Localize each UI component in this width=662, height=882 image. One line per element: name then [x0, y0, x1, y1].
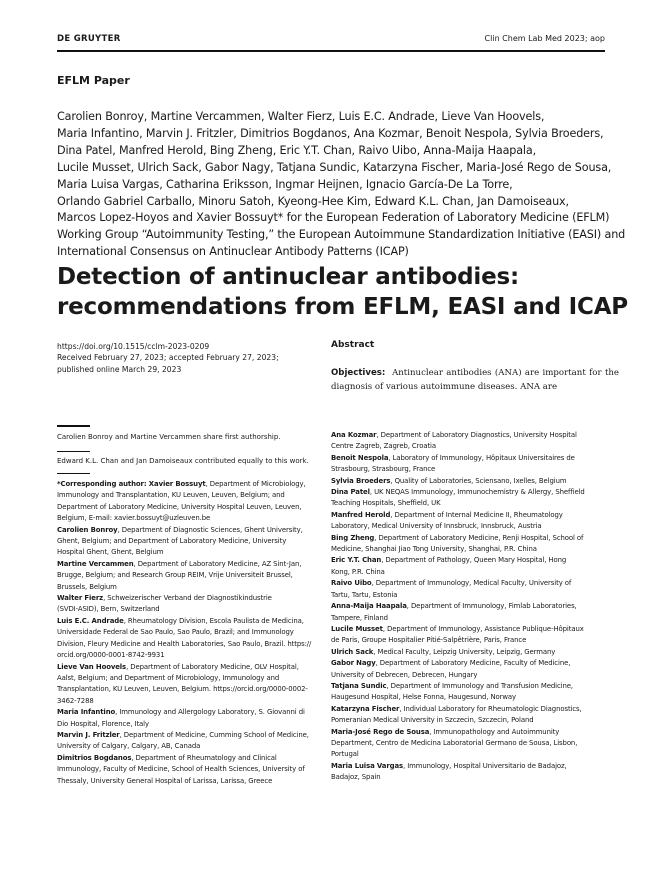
affiliation-line	[331, 487, 597, 498]
affiliation-line	[57, 719, 323, 730]
title-line: recommendations from EFLM, EASI and ICAP	[57, 294, 628, 320]
affiliation-line	[331, 464, 597, 475]
affiliation-text: Dio Hospital, Florence, Italy	[57, 719, 149, 728]
affiliation-line	[331, 624, 597, 635]
affiliation-line	[331, 544, 597, 555]
affiliation-author-name: Lucile Musset	[331, 624, 383, 633]
affiliation-line	[57, 513, 323, 524]
affiliation-text: , Individual Laboratory for Rheumatologic Diagnostics,	[399, 704, 582, 713]
affiliation-line	[331, 430, 597, 441]
affiliation-line	[331, 738, 597, 749]
affiliation-line	[331, 692, 597, 703]
affiliation-entry	[331, 453, 597, 476]
footnote-divider	[57, 473, 90, 474]
affiliation-text: , Department of Medicine, Cumming School of Medicine,	[119, 730, 309, 739]
affiliation-line	[57, 479, 323, 490]
affiliation-entry	[57, 593, 323, 616]
affiliation-text: , Department of Laboratory Medicine, OLV Hospital,	[126, 662, 299, 671]
affiliations-right-column	[331, 430, 597, 784]
affiliation-text: University of Calgary, Calgary, AB, Canada	[57, 742, 201, 751]
journal-reference: Clin Chem Lab Med 2023; aop	[484, 34, 605, 43]
abstract-line: Antinuclear antibodies (ANA) are important for	[392, 368, 602, 378]
affiliation-text: Badajoz, Spain	[331, 773, 381, 782]
affiliation-line	[57, 570, 323, 581]
affiliation-text: Transplantation, KU Leuven, Leuven, Belgium. https://orcid.org/0000-0002-	[57, 685, 308, 694]
affiliation-line	[331, 578, 597, 589]
doi-link[interactable]: https://doi.org/10.1515/cclm-2023-0209	[57, 342, 210, 351]
affiliations-left-column	[57, 479, 323, 787]
affiliation-line	[57, 604, 323, 615]
affiliation-line	[331, 761, 597, 772]
affiliation-entry	[331, 476, 597, 487]
publisher-name: DE GRUYTER	[57, 34, 121, 44]
author-line: International Consensus on Antinuclear Antibody Patterns (ICAP)	[57, 245, 409, 259]
affiliation-text: , Department of Immunology, Assistance Publique-Hôpitaux	[382, 624, 584, 633]
affiliation-entry	[331, 761, 597, 784]
affiliation-line	[57, 547, 323, 558]
affiliation-line	[331, 772, 597, 783]
title-line: Detection of antinuclear antibodies:	[57, 264, 519, 290]
author-line: Maria Infantino, Marvin J. Fritzler, Dimitrios Bogdanos, Ana Kozmar, Benoit Nespola, Sylvia Broeders,	[57, 126, 604, 140]
affiliation-author-name: Carolien Bonroy	[57, 525, 118, 534]
affiliation-text: Laboratory, Medical University of Innsbruck, Innsbruck, Austria	[331, 522, 542, 531]
affiliation-author-name: Ana Kozmar	[331, 431, 377, 439]
affiliation-line	[57, 582, 323, 593]
affiliation-entry	[57, 525, 323, 559]
author-line: Lucile Musset, Ulrich Sack, Gabor Nagy, Tatjana Sundic, Katarzyna Fischer, Maria-José Rego de Sousa,	[57, 160, 612, 174]
affiliation-author-name: Maria Luisa Vargas	[331, 761, 404, 770]
affiliation-entry	[57, 559, 323, 593]
affiliation-text: (SVDI-ASID), Bern, Switzerland	[57, 605, 160, 614]
affiliation-entry	[331, 533, 597, 556]
affiliation-text: Centre Zagreb, Zagreb, Croatia	[331, 442, 436, 451]
affiliation-text: 3462-7288	[57, 696, 94, 705]
affiliation-text: , Department of Laboratory Medicine, Faculty of Medicine,	[375, 659, 571, 668]
affiliation-text: Teaching Hospitals, Sheffield, UK	[331, 499, 441, 508]
affiliation-line	[331, 441, 597, 452]
affiliation-line	[331, 533, 597, 544]
affiliation-entry	[57, 730, 323, 753]
affiliation-text: Ghent, Belgium; and Department of Laboratory Medicine, University	[57, 537, 287, 546]
author-line: Maria Luisa Vargas, Catharina Eriksson, Ingmar Heijnen, Ignacio García-De La Torre,	[57, 177, 513, 191]
affiliation-line	[57, 673, 323, 684]
affiliation-text: Tartu, Tartu, Estonia	[331, 590, 398, 599]
affiliation-text: , Department of Immunology, Medical Faculty, University of	[371, 579, 572, 588]
affiliation-text: Haugesund Hospital, Helse Fonna, Haugesund, Norway	[331, 693, 516, 702]
author-line: Working Group “Autoimmunity Testing,” the European Autoimmune Standardization Initiative (EASI) and	[57, 228, 626, 242]
affiliation-line	[331, 647, 597, 658]
header-rule	[57, 50, 605, 52]
affiliation-text: Brussels, Belgium	[57, 582, 117, 591]
affiliation-text: Thessaly, University General Hospital of Larissa, Larissa, Greece	[57, 776, 273, 785]
affiliation-entry	[331, 727, 597, 761]
affiliation-entry	[331, 510, 597, 533]
affiliation-entry	[331, 704, 597, 727]
affiliation-line	[57, 741, 323, 752]
affiliation-line	[57, 536, 323, 547]
affiliation-text: , Quality of Laboratories, Sciensano, Ixelles, Belgium	[390, 476, 567, 485]
affiliation-author-name: Eric Y.T. Chan	[331, 556, 382, 565]
author-line: Orlando Gabriel Carballo, Minoru Satoh, Kyeong-Hee Kim, Edward K.L. Chan, Jan Damoiseaux,	[57, 194, 569, 208]
affiliation-text: Medicine, Shanghai Jiao Tong University, Shanghai, P.R. China	[331, 545, 537, 554]
affiliation-text: de Paris, Groupe Hospitalier Pitié-Salpêtrière, Paris, France	[331, 636, 527, 645]
affiliation-entry	[331, 601, 597, 624]
affiliation-line	[57, 559, 323, 570]
affiliation-text: , Department of Internal Medicine II, Rheumatology	[390, 510, 563, 519]
affiliation-line	[57, 684, 323, 695]
affiliation-author-name: Benoit Nespola	[331, 453, 389, 462]
affiliation-line	[57, 639, 323, 650]
affiliation-line	[331, 704, 597, 715]
affiliation-author-name: Lieve Van Hoovels	[57, 662, 127, 671]
affiliation-text: Universidade Federal de Sao Paulo, Sao Paulo, Brazil; and Immunology	[57, 628, 294, 637]
affiliation-line	[331, 555, 597, 566]
affiliation-line	[331, 498, 597, 509]
affiliation-text: , Department of Pathology, Queen Mary Hospital, Hong	[381, 556, 567, 565]
affiliation-line	[57, 707, 323, 718]
affiliation-line	[331, 727, 597, 738]
affiliation-line	[57, 696, 323, 707]
affiliation-text: Belgium, E-mail: xavier.bossuyt@uzleuven.be	[57, 514, 211, 523]
affiliation-line	[331, 658, 597, 669]
affiliation-text: Hospital Ghent, Ghent, Belgium	[57, 548, 164, 557]
affiliation-entry	[331, 647, 597, 658]
affiliation-text: University of Debrecen, Debrecen, Hungary	[331, 670, 478, 679]
affiliation-line	[57, 662, 323, 673]
affiliation-text: , Department of Immunology and Transfusion Medicine,	[386, 681, 573, 690]
affiliation-text: Immunology, Faculty of Medicine, School of Health Sciences, University of	[57, 765, 305, 774]
first-authorship-note: Carolien Bonroy and Martine Vercammen share first authorship.	[57, 433, 281, 441]
abstract-line: the diagnosis of various autoimmune diseases. ANA are	[331, 368, 620, 392]
affiliation-line	[331, 476, 597, 487]
affiliation-text: , Department of Rheumatology and Clinical	[131, 753, 277, 762]
received-date: Received February 27, 2023; accepted February 27, 2023;	[57, 353, 279, 363]
article-title	[57, 262, 628, 322]
affiliation-line	[331, 670, 597, 681]
affiliation-line	[57, 730, 323, 741]
affiliation-author-name: Maria-José Rego de Sousa	[331, 727, 430, 736]
affiliation-line	[57, 525, 323, 536]
affiliation-entry	[57, 479, 323, 525]
affiliation-entry	[57, 616, 323, 662]
affiliation-line	[57, 627, 323, 638]
affiliation-entry	[57, 662, 323, 708]
affiliation-text: , Schweizerischer Verband der Diagnostikindustrie	[103, 594, 272, 603]
affiliation-text: Aalst, Belgium; and Department of Microbiology, Immunology and	[57, 673, 280, 682]
affiliation-entry	[331, 578, 597, 601]
affiliation-text: , Rheumatology Division, Escola Paulista de Medicina,	[123, 616, 304, 625]
affiliation-author-name: Sylvia Broeders	[331, 476, 391, 485]
affiliation-author-name: Walter Fierz	[57, 594, 104, 603]
affiliation-line	[331, 635, 597, 646]
affiliation-author-name: Raivo Uibo	[331, 579, 372, 588]
affiliation-author-name: Gabor Nagy	[331, 659, 376, 668]
affiliation-author-name: Katarzyna Fischer	[331, 704, 400, 713]
affiliation-author-name: Anna-Maija Haapala	[331, 602, 407, 611]
affiliation-text: Department, Centro de Medicina Laboratorial Germano de Sousa, Lisbon,	[331, 738, 578, 747]
affiliation-author-name: Maria Infantino	[57, 708, 116, 717]
affiliation-text: , Medical Faculty, Leipzig University, Leipzig, Germany	[373, 647, 556, 656]
affiliation-line	[57, 753, 323, 764]
affiliation-line	[331, 567, 597, 578]
affiliation-text: , Immunology and Allergology Laboratory, S. Giovanni di	[115, 708, 305, 717]
article-type: EFLM Paper	[57, 74, 130, 87]
affiliation-author-name: *Corresponding author: Xavier Bossuyt	[57, 480, 206, 488]
affiliation-text: , Department of Immunology, Fimlab Laboratories,	[406, 602, 577, 611]
affiliation-text: Brugge, Belgium; and Research Group REIM, Vrije Universiteit Brussel,	[57, 571, 293, 580]
affiliation-entry	[331, 430, 597, 453]
affiliation-text: Pomeranian Medical University in Szczecin, Szczecin, Poland	[331, 716, 534, 725]
affiliation-line	[331, 749, 597, 760]
author-line: Dina Patel, Manfred Herold, Bing Zheng, Eric Y.T. Chan, Raivo Uibo, Anna-Maija Haapala,	[57, 143, 536, 157]
affiliation-author-name: Marvin J. Fritzler	[57, 730, 120, 739]
affiliation-text: Portugal	[331, 750, 359, 759]
affiliation-line	[57, 764, 323, 775]
published-date: published online March 29, 2023	[57, 364, 182, 374]
affiliation-line	[57, 616, 323, 627]
affiliation-text: Tampere, Finland	[331, 613, 388, 622]
affiliation-entry	[57, 753, 323, 787]
affiliation-entry	[331, 658, 597, 681]
affiliation-line	[331, 590, 597, 601]
affiliation-author-name: Manfred Herold	[331, 510, 391, 519]
affiliation-line	[331, 681, 597, 692]
abstract-label: Objectives:	[331, 368, 386, 378]
affiliation-entry	[331, 487, 597, 510]
affiliation-line	[57, 650, 323, 661]
affiliation-author-name: Martine Vercammen	[57, 559, 134, 568]
affiliation-text: orcid.org/0000-0001-8742-9931	[57, 651, 165, 660]
affiliation-author-name: Luis E.C. Andrade	[57, 616, 124, 625]
affiliation-text: , Department of Microbiology,	[205, 480, 306, 488]
abstract-heading: Abstract	[331, 340, 375, 350]
affiliation-line	[331, 715, 597, 726]
footnote-rule	[57, 425, 90, 427]
affiliation-line	[57, 490, 323, 501]
article-meta	[57, 341, 317, 375]
affiliation-text: , Department of Laboratory Medicine, Renji Hospital, School of	[374, 533, 584, 542]
affiliation-text: , Department of Diagnostic Sciences, Ghent University,	[117, 525, 303, 534]
affiliation-line	[57, 593, 323, 604]
affiliation-text: Division, Fleury Medicine and Health Laboratories, Sao Paulo, Brazil. https://	[57, 639, 312, 648]
author-line: Carolien Bonroy, Martine Vercammen, Walter Fierz, Luis E.C. Andrade, Lieve Van Hoovels,	[57, 110, 545, 123]
affiliation-line	[57, 776, 323, 787]
affiliation-text: , Department of Laboratory Medicine, AZ Sint-Jan,	[133, 559, 302, 568]
affiliation-text: Immunology and Transplantation, KU Leuven, Leuven, Belgium; and	[57, 491, 285, 500]
abstract-text	[331, 366, 619, 394]
affiliation-line	[57, 502, 323, 513]
affiliation-text: , Immunopathology and Autoimmunity	[429, 727, 560, 736]
affiliation-author-name: Tatjana Sundic	[331, 681, 387, 690]
affiliation-line	[331, 521, 597, 532]
affiliation-line	[331, 601, 597, 612]
running-header	[57, 34, 605, 50]
affiliation-line	[331, 613, 597, 624]
author-line: Marcos Lopez-Hoyos and Xavier Bossuyt* for the European Federation of Laboratory Medicine (EFLM)	[57, 211, 610, 225]
affiliation-text: Department of Laboratory Medicine, University Hospital Leuven, Leuven,	[57, 502, 302, 511]
equal-contribution-note: Edward K.L. Chan and Jan Damoiseaux contributed equally to this work.	[57, 457, 309, 465]
affiliation-line	[331, 453, 597, 464]
affiliation-entry	[331, 624, 597, 647]
affiliation-line	[331, 510, 597, 521]
affiliation-text: , Laboratory of Immunology, Hôpitaux Universitaires de	[388, 453, 575, 462]
affiliation-text: Kong, P.R. China	[331, 567, 385, 576]
affiliation-entry	[331, 681, 597, 704]
affiliation-author-name: Dimitrios Bogdanos	[57, 753, 132, 762]
affiliation-author-name: Ulrich Sack	[331, 647, 374, 656]
footnote-divider	[57, 451, 90, 452]
affiliation-text: Strasbourg, Strasbourg, France	[331, 465, 436, 474]
affiliation-text: , Department of Laboratory Diagnostics, University Hospital	[376, 431, 577, 439]
affiliation-author-name: Bing Zheng	[331, 533, 375, 542]
affiliation-entry	[57, 707, 323, 730]
affiliation-text: , Immunology, Hospital Universitario de Badajoz,	[403, 761, 567, 770]
affiliation-author-name: Dina Patel	[331, 488, 370, 497]
affiliation-entry	[331, 555, 597, 578]
author-list	[57, 109, 626, 261]
affiliation-text: , UK NEQAS Immunology, Immunochemistry & Allergy, Sheffield	[369, 488, 585, 497]
